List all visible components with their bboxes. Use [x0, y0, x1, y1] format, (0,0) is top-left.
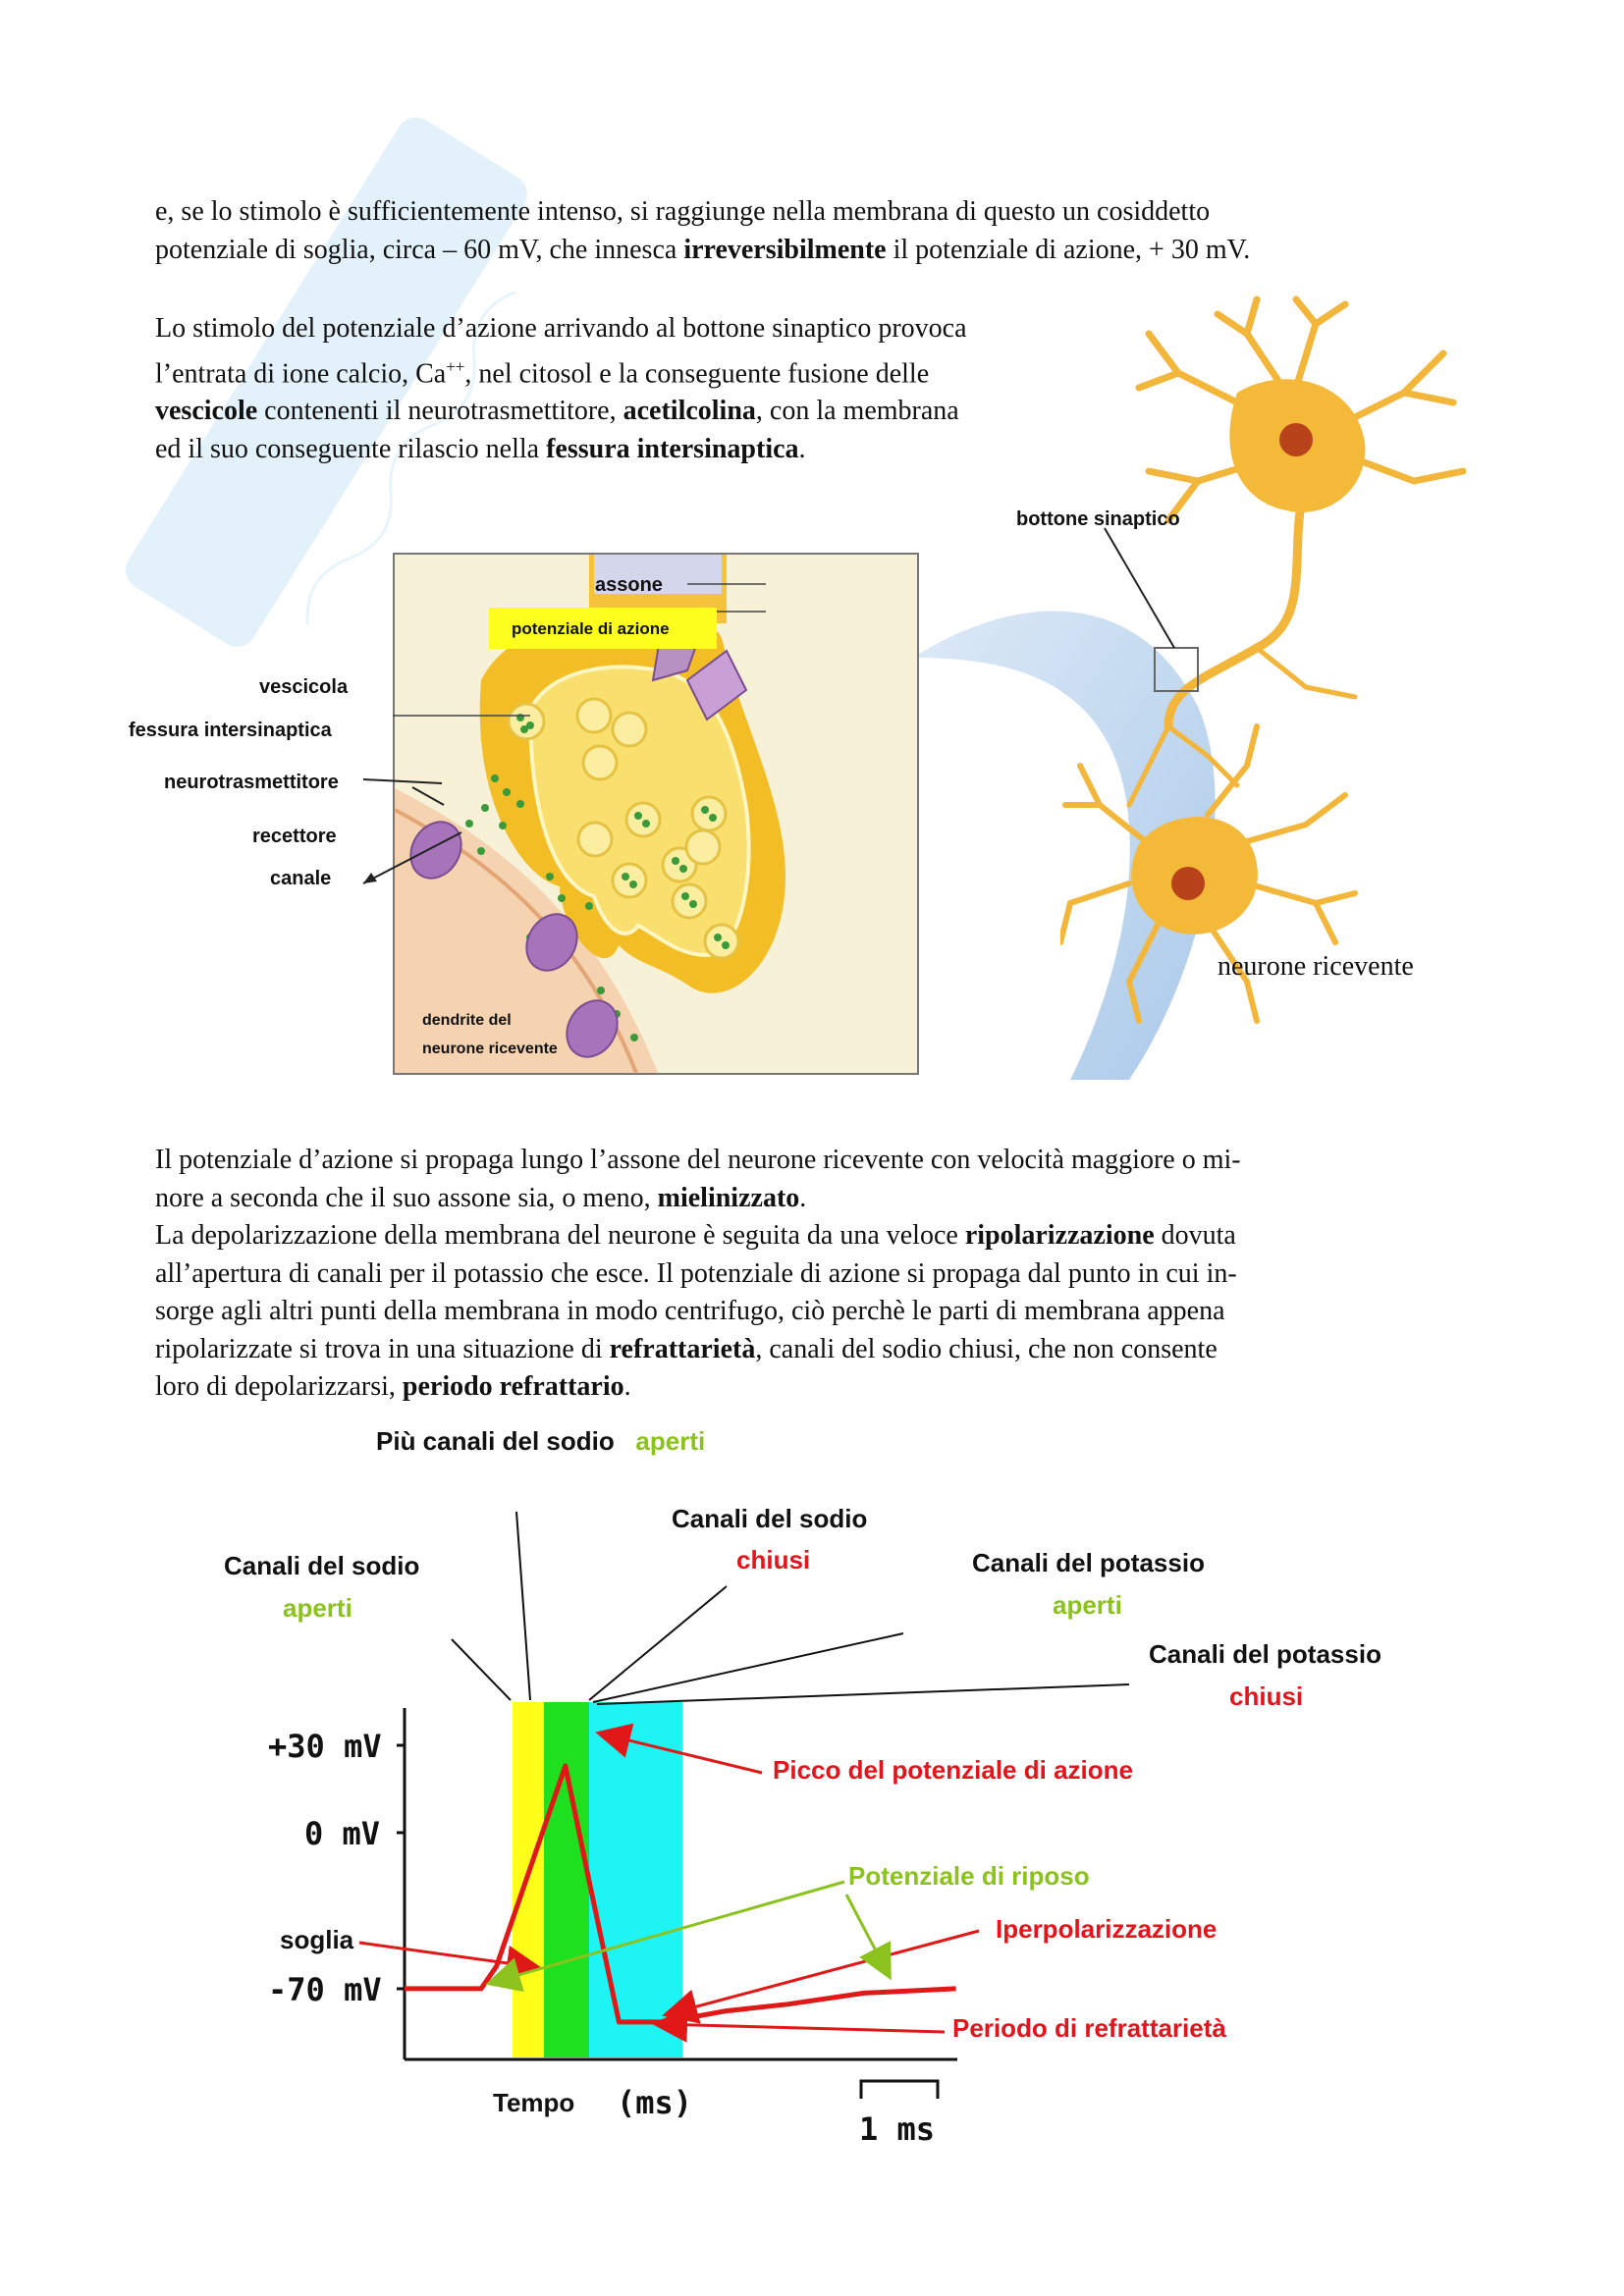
label-tempo: Tempo [493, 2088, 575, 2117]
label-bottone-sinaptico: bottone sinaptico [1016, 508, 1180, 530]
prop-line-2: nore a seconda che il suo assone sia, o meno, mielinizzato. [155, 1182, 807, 1213]
label-neurotrasmettitore: neurotrasmettitore [164, 772, 339, 793]
arrow-iperpolarizzazione [668, 1931, 979, 2014]
intro-line-2: potenziale di soglia, circa – 60 mV, che innesca irreversibilmente il potenziale di azione, + 30 mV. [155, 234, 1251, 265]
label-potenziale-di-azione: potenziale di azione [512, 619, 670, 638]
y-tick-0: 0 mV [304, 1815, 381, 1852]
label-dendrite-line-2: neurone ricevente [422, 1041, 558, 1057]
label-scale-1ms: 1 ms [859, 2110, 936, 2148]
label-iperpolarizzazione: Iperpolarizzazione [996, 1914, 1218, 1944]
synapse-line-4: ed il suo conseguente rilascio nella fessura intersinaptica. [155, 433, 806, 464]
label-neurone-ricevente: neurone ricevente [1218, 951, 1414, 982]
label-canale: canale [270, 868, 332, 889]
label-picco: Picco del potenziale di azione [773, 1755, 1133, 1785]
label-dendrite-line-1: dendrite del [422, 1012, 512, 1029]
arrow-refrattarieta [658, 2024, 945, 2032]
label-potassio-chiusi-state: chiusi [1229, 1682, 1304, 1711]
label-potassio-aperti-state: aperti [1053, 1590, 1122, 1620]
label-sodio-aperti-state: aperti [283, 1593, 352, 1623]
label-potassio-chiusi: Canali del potassio [1149, 1639, 1381, 1669]
prop-line-7: loro di depolarizzarsi, periodo refrattario. [155, 1371, 631, 1402]
prop-line-1: Il potenziale d’azione si propaga lungo l’assone del neurone ricevente con velocità maggiore o mi- [155, 1145, 1241, 1175]
label-ms-unit: (ms) [617, 2084, 693, 2121]
label-fessura-intersinaptica: fessura intersinaptica [129, 720, 332, 741]
y-tick-minus70: -70 mV [268, 1971, 382, 2008]
label-refrattarieta: Periodo di refrattarietà [952, 2013, 1226, 2043]
label-vescicola: vescicola [259, 676, 349, 698]
label-piu-canali: Più canali del sodio aperti [376, 1426, 706, 1456]
label-sodio-chiusi: Canali del sodio [672, 1504, 868, 1533]
label-riposo: Potenziale di riposo [848, 1861, 1090, 1891]
prop-line-5: sorge agli altri punti della membrana in modo centrifugo, ciò perchè le parti di membrana appena [155, 1296, 1225, 1326]
synapse-line-3: vescicole contenenti il neurotrasmettitore, acetilcolina, con la membrana [155, 396, 959, 427]
synapse-line-2: l’entrata di ione calcio, Ca++, nel citosol e la conseguente fusione delle [155, 356, 930, 389]
label-recettore: recettore [252, 826, 337, 847]
label-soglia: soglia [280, 1925, 354, 1954]
label-sodio-chiusi-state: chiusi [736, 1545, 811, 1575]
synapse-line-1: Lo stimolo del potenziale d’azione arrivando al bottone sinaptico provoca [155, 313, 967, 344]
label-potassio-aperti: Canali del potassio [972, 1548, 1205, 1577]
y-tick-plus30: +30 mV [268, 1728, 382, 1765]
phase-band-sodio-chiusi [544, 1702, 589, 2057]
arrow-riposo-right [846, 1895, 889, 1975]
prop-line-3: La depolarizzazione della membrana del neurone è seguita da una veloce ripolarizzazione dovuta [155, 1220, 1236, 1251]
phase-band-potassio-aperti [589, 1702, 682, 2057]
prop-line-6: ripolarizzate si trova in una situazione di refrattarietà, canali del sodio chiusi, che non consente [155, 1333, 1218, 1364]
arrow-soglia [359, 1943, 536, 1967]
prop-line-4: all’apertura di canali per il potassio che esce. Il potenziale di azione si propaga dal punto in cui in- [155, 1257, 1237, 1289]
label-sodio-aperti: Canali del sodio [224, 1551, 420, 1580]
label-assone: assone [595, 574, 663, 596]
intro-line-1: e, se lo stimolo è sufficientemente intenso, si raggiunge nella membrana di questo un cosiddetto [155, 196, 1211, 227]
